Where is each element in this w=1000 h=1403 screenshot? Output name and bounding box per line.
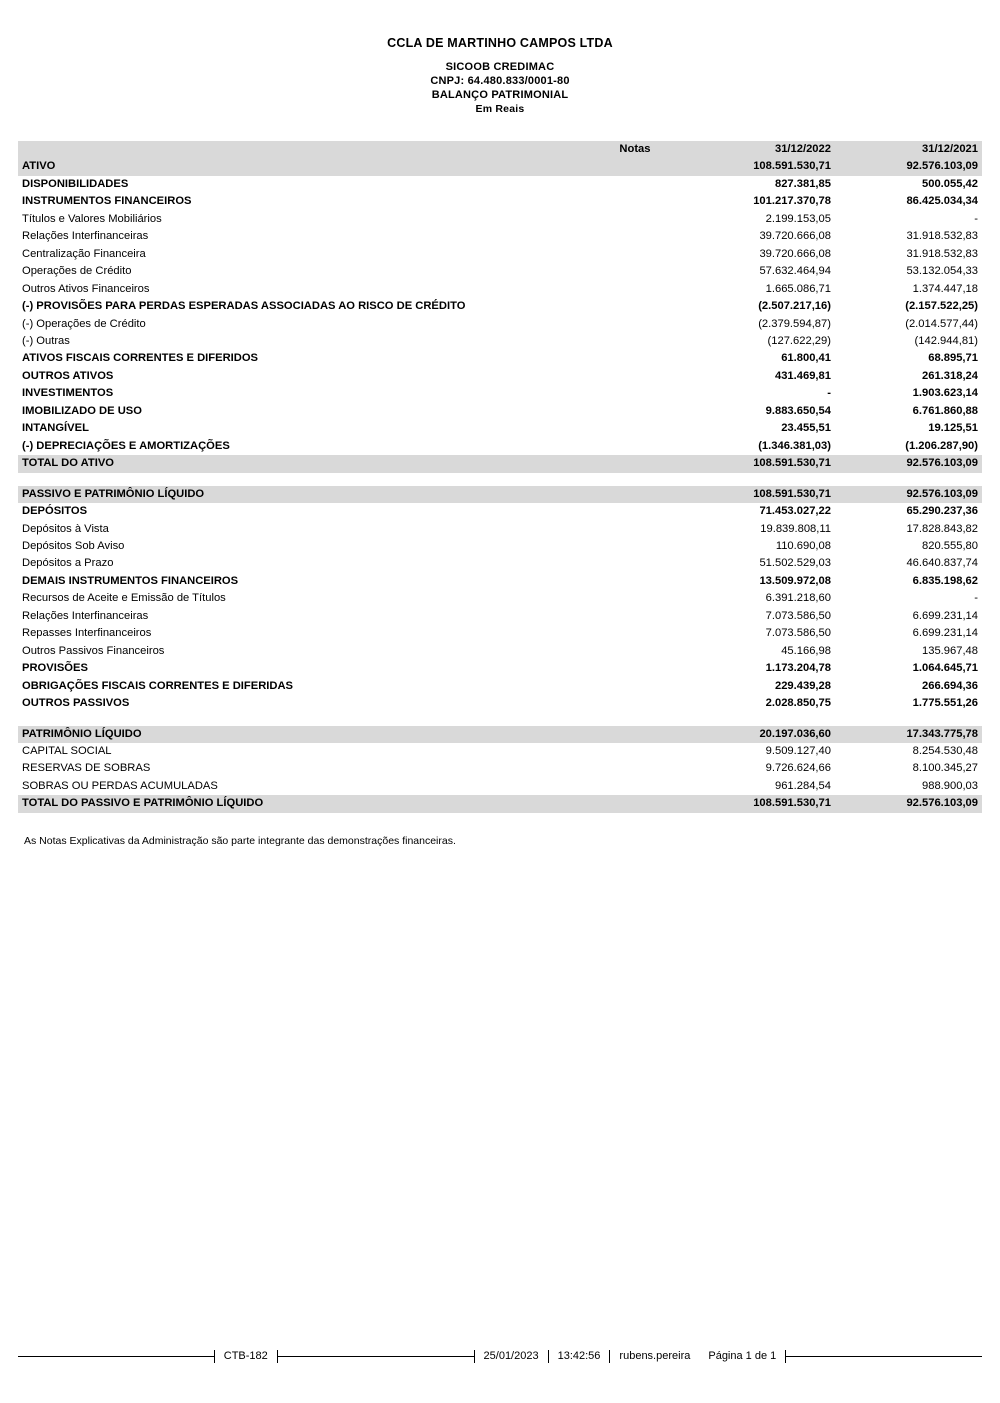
table-header-row xyxy=(18,141,982,158)
row-value-year2: 31.918.532,83 xyxy=(906,230,978,243)
row-notes xyxy=(582,263,688,280)
row-label: PROVISÕES xyxy=(22,662,88,675)
row-label: TOTAL DO PASSIVO E PATRIMÔNIO LÍQUIDO xyxy=(18,795,582,812)
row-value-year2: 1.374.447,18 xyxy=(912,282,978,295)
row-label: PASSIVO E PATRIMÔNIO LÍQUIDO xyxy=(18,486,582,503)
table-row xyxy=(18,555,982,572)
row-value-year2: 8.254.530,48 xyxy=(912,744,978,757)
row-label: Recursos de Aceite e Emissão de Títulos xyxy=(22,592,226,605)
row-value-year2: 68.895,71 xyxy=(928,352,978,365)
row-value-year1: 108.591.530,71 xyxy=(688,158,835,175)
table-row xyxy=(18,158,982,175)
row-value-year2: 86.425.034,34 xyxy=(906,195,978,208)
row-value-year1: 229.439,28 xyxy=(774,679,831,692)
row-value-year2: 135.967,48 xyxy=(922,644,978,657)
row-notes xyxy=(582,678,688,695)
table-row xyxy=(18,176,982,193)
column-header-notes: Notas xyxy=(582,141,688,158)
balance-sheet-table xyxy=(18,141,982,813)
row-value-year1: 7.073.586,50 xyxy=(765,609,831,622)
table-row xyxy=(18,521,982,538)
row-value-year2: 92.576.103,09 xyxy=(835,158,982,175)
row-notes xyxy=(582,778,688,795)
footnote-text: As Notas Explicativas da Administração são parte integrante das demonstrações financeiras. xyxy=(24,834,456,847)
row-value-year1: 9.509.127,40 xyxy=(765,744,831,757)
column-header-year1: 31/12/2022 xyxy=(688,141,835,158)
table-row xyxy=(18,193,982,210)
table-row xyxy=(18,455,982,472)
row-label: SOBRAS OU PERDAS ACUMULADAS xyxy=(22,779,218,792)
row-value-year2: - xyxy=(974,592,978,605)
row-value-year1: 9.726.624,66 xyxy=(765,762,831,775)
row-notes xyxy=(582,403,688,420)
row-label: (-) PROVISÕES PARA PERDAS ESPERADAS ASSOCIADAS AO RISCO DE CRÉDITO xyxy=(22,300,466,313)
table-row xyxy=(18,316,982,333)
row-value-year2: 820.555,80 xyxy=(922,539,978,552)
footer-time: 13:42:56 xyxy=(557,1350,601,1362)
row-value-year1: 6.391.218,60 xyxy=(765,592,831,605)
row-notes xyxy=(582,176,688,193)
row-label: Relações Interfinanceiras xyxy=(22,230,149,243)
table-row xyxy=(18,643,982,660)
row-label: RESERVAS DE SOBRAS xyxy=(22,762,151,775)
row-label: IMOBILIZADO DE USO xyxy=(22,404,142,417)
row-value-year1: 108.591.530,71 xyxy=(688,795,835,812)
row-notes xyxy=(582,368,688,385)
row-value-year2: 1.903.623,14 xyxy=(912,387,978,400)
row-notes xyxy=(582,298,688,315)
table-row xyxy=(18,385,982,402)
row-notes xyxy=(582,503,688,520)
table-row xyxy=(18,726,982,743)
table-row xyxy=(18,695,982,712)
row-notes xyxy=(582,486,688,503)
table-row xyxy=(18,263,982,280)
row-label: Depósitos à Vista xyxy=(22,522,109,535)
row-value-year1: 45.166,98 xyxy=(781,644,831,657)
row-notes xyxy=(582,385,688,402)
row-value-year2: 17.343.775,78 xyxy=(835,726,982,743)
row-notes xyxy=(582,438,688,455)
row-notes xyxy=(582,158,688,175)
table-row xyxy=(18,625,982,642)
table-row xyxy=(18,438,982,455)
table-row xyxy=(18,228,982,245)
row-value-year2: 266.694,36 xyxy=(922,679,978,692)
table-row xyxy=(18,403,982,420)
row-value-year2: 1.775.551,26 xyxy=(912,697,978,710)
table-row xyxy=(18,795,982,812)
brand-name: SICOOB CREDIMAC xyxy=(445,61,555,73)
row-label: (-) Outras xyxy=(22,334,70,347)
company-name: CCLA DE MARTINHO CAMPOS LTDA xyxy=(387,36,613,50)
row-label: DEMAIS INSTRUMENTOS FINANCEIROS xyxy=(22,574,239,587)
row-label: Depósitos Sob Aviso xyxy=(22,539,125,552)
table-row xyxy=(18,660,982,677)
row-value-year2: 17.828.843,82 xyxy=(906,522,978,535)
table-row xyxy=(18,590,982,607)
row-label: OUTROS ATIVOS xyxy=(22,369,114,382)
row-label: CAPITAL SOCIAL xyxy=(22,744,112,757)
table-row xyxy=(18,246,982,263)
row-value-year2: 92.576.103,09 xyxy=(835,795,982,812)
row-notes xyxy=(582,555,688,572)
row-notes xyxy=(582,246,688,263)
row-notes xyxy=(582,608,688,625)
row-value-year1: 1.173.204,78 xyxy=(765,662,831,675)
row-value-year2: 65.290.237,36 xyxy=(906,505,978,518)
table-spacer-row xyxy=(18,473,982,486)
table-row xyxy=(18,760,982,777)
spacer-cell xyxy=(18,473,982,486)
table-row xyxy=(18,538,982,555)
row-notes xyxy=(582,228,688,245)
balance-sheet-body xyxy=(18,158,982,812)
column-header-year2: 31/12/2021 xyxy=(835,141,982,158)
row-notes xyxy=(582,660,688,677)
row-label: Títulos e Valores Mobiliários xyxy=(22,212,162,225)
row-label: OUTROS PASSIVOS xyxy=(22,697,130,710)
row-notes xyxy=(582,743,688,760)
row-value-year1: 9.883.650,54 xyxy=(765,404,831,417)
row-label: ATIVOS FISCAIS CORRENTES E DIFERIDOS xyxy=(22,352,258,365)
row-notes xyxy=(582,643,688,660)
row-value-year2: (2.014.577,44) xyxy=(905,317,978,330)
row-value-year1: 961.284,54 xyxy=(774,779,831,792)
row-label: OBRIGAÇÕES FISCAIS CORRENTES E DIFERIDAS xyxy=(22,679,294,692)
row-value-year1: 51.502.529,03 xyxy=(759,557,831,570)
row-value-year1: 7.073.586,50 xyxy=(765,627,831,640)
row-value-year2: 8.100.345,27 xyxy=(912,762,978,775)
row-value-year1: 1.665.086,71 xyxy=(765,282,831,295)
row-value-year1: 19.839.808,11 xyxy=(760,522,831,535)
row-value-year1: 2.028.850,75 xyxy=(765,697,831,710)
row-label: Outros Passivos Financeiros xyxy=(22,644,165,657)
row-value-year1: 2.199.153,05 xyxy=(765,212,831,225)
table-row xyxy=(18,486,982,503)
row-value-year2: 500.055,42 xyxy=(922,177,978,190)
row-label: PATRIMÔNIO LÍQUIDO xyxy=(18,726,582,743)
table-row xyxy=(18,678,982,695)
row-label: (-) Operações de Crédito xyxy=(22,317,146,330)
row-notes xyxy=(582,350,688,367)
row-label: Relações Interfinanceiras xyxy=(22,609,149,622)
row-notes xyxy=(582,316,688,333)
footer-report-code: CTB-182 xyxy=(223,1350,268,1362)
row-value-year1: 827.381,85 xyxy=(774,177,831,190)
row-label: DISPONIBILIDADES xyxy=(22,177,129,190)
row-notes xyxy=(582,625,688,642)
row-label: Operações de Crédito xyxy=(22,265,132,278)
row-notes xyxy=(582,538,688,555)
row-value-year2: 988.900,03 xyxy=(922,779,978,792)
page-footer xyxy=(18,1345,982,1367)
row-value-year1: - xyxy=(827,387,831,400)
table-row xyxy=(18,743,982,760)
row-notes xyxy=(582,455,688,472)
row-value-year1: 57.632.464,94 xyxy=(759,265,831,278)
table-row xyxy=(18,608,982,625)
row-label: TOTAL DO ATIVO xyxy=(18,455,582,472)
table-spacer-row xyxy=(18,713,982,726)
row-label: DEPÓSITOS xyxy=(22,505,88,518)
row-value-year1: 13.509.972,08 xyxy=(759,574,831,587)
row-notes xyxy=(582,193,688,210)
column-header-label xyxy=(18,141,582,158)
row-notes xyxy=(582,795,688,812)
row-value-year2: 6.699.231,14 xyxy=(912,627,978,640)
row-value-year2: 6.699.231,14 xyxy=(912,609,978,622)
row-notes xyxy=(582,695,688,712)
row-value-year2: (142.944,81) xyxy=(914,334,978,347)
table-row xyxy=(18,281,982,298)
footer-page: Página 1 de 1 xyxy=(708,1350,777,1362)
row-value-year2: 6.835.198,62 xyxy=(912,574,978,587)
document-title: BALANÇO PATRIMONIAL xyxy=(431,89,569,101)
row-value-year2: 53.132.054,33 xyxy=(906,265,978,278)
row-value-year2: (1.206.287,90) xyxy=(905,439,978,452)
table-row xyxy=(18,573,982,590)
row-value-year2: (2.157.522,25) xyxy=(905,300,978,313)
row-label: Depósitos a Prazo xyxy=(22,557,114,570)
row-label: (-) DEPRECIAÇÕES E AMORTIZAÇÕES xyxy=(22,439,230,452)
row-label: Centralização Financeira xyxy=(22,247,146,260)
table-row xyxy=(18,778,982,795)
row-value-year1: (2.379.594,87) xyxy=(758,317,831,330)
row-label: Repasses Interfinanceiros xyxy=(22,627,152,640)
table-row xyxy=(18,420,982,437)
table-row xyxy=(18,333,982,350)
row-value-year2: - xyxy=(974,212,978,225)
currency-label: Em Reais xyxy=(475,103,525,115)
row-value-year2: 19.125,51 xyxy=(928,422,978,435)
row-notes xyxy=(582,590,688,607)
row-value-year1: 20.197.036,60 xyxy=(688,726,835,743)
row-value-year1: 431.469,81 xyxy=(774,369,831,382)
row-notes xyxy=(582,211,688,228)
row-value-year2: 1.064.645,71 xyxy=(912,662,978,675)
row-notes xyxy=(582,521,688,538)
row-value-year2: 92.576.103,09 xyxy=(835,486,982,503)
row-value-year1: 61.800,41 xyxy=(781,352,831,365)
row-notes xyxy=(582,573,688,590)
row-value-year1: 39.720.666,08 xyxy=(759,230,831,243)
table-row xyxy=(18,350,982,367)
row-label: INSTRUMENTOS FINANCEIROS xyxy=(22,195,192,208)
row-value-year1: 71.453.027,22 xyxy=(759,505,831,518)
row-value-year1: 110.690,08 xyxy=(775,539,831,552)
footer-user: rubens.pereira xyxy=(619,1350,691,1362)
row-value-year1: (1.346.381,03) xyxy=(758,439,831,452)
row-value-year1: 23.455,51 xyxy=(781,422,831,435)
row-value-year2: 46.640.837,74 xyxy=(906,557,978,570)
row-value-year1: 101.217.370,78 xyxy=(753,195,831,208)
row-label: ATIVO xyxy=(18,158,582,175)
row-value-year2: 92.576.103,09 xyxy=(835,455,982,472)
row-label: INVESTIMENTOS xyxy=(22,387,114,400)
row-notes xyxy=(582,760,688,777)
row-value-year1: 108.591.530,71 xyxy=(688,455,835,472)
row-value-year1: 39.720.666,08 xyxy=(759,247,831,260)
cnpj-line: CNPJ: 64.480.833/0001-80 xyxy=(430,75,570,87)
row-value-year2: 6.761.860,88 xyxy=(912,404,978,417)
table-row xyxy=(18,503,982,520)
row-label: Outros Ativos Financeiros xyxy=(22,282,150,295)
document-header xyxy=(18,36,982,115)
row-value-year1: (2.507.217,16) xyxy=(758,300,831,313)
row-value-year1: 108.591.530,71 xyxy=(688,486,835,503)
row-value-year2: 31.918.532,83 xyxy=(906,247,978,260)
footer-date: 25/01/2023 xyxy=(483,1350,539,1362)
row-label: INTANGÍVEL xyxy=(22,422,89,435)
row-value-year2: 261.318,24 xyxy=(922,369,978,382)
row-notes xyxy=(582,281,688,298)
row-notes xyxy=(582,726,688,743)
spacer-cell xyxy=(18,713,982,726)
row-notes xyxy=(582,420,688,437)
row-value-year1: (127.622,29) xyxy=(767,334,831,347)
row-notes xyxy=(582,333,688,350)
table-row xyxy=(18,368,982,385)
table-row xyxy=(18,211,982,228)
table-row xyxy=(18,298,982,315)
